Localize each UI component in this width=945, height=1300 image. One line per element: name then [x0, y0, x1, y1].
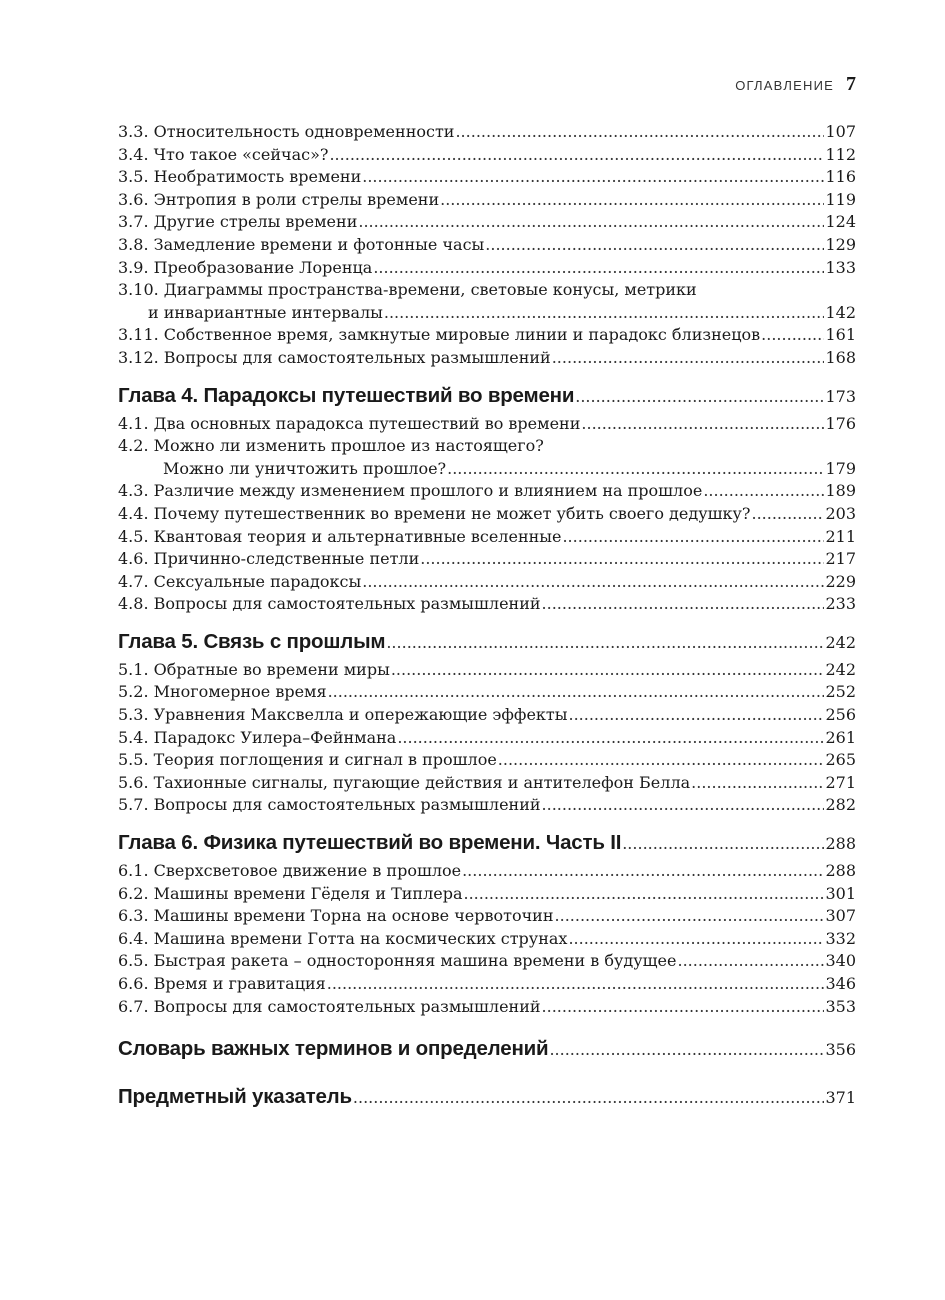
toc-entry-title: 4.1. Два основных парадокса путешествий во времени [118, 413, 581, 433]
toc-entry-page: 242 [825, 659, 856, 679]
toc-entry-6-1[interactable] [118, 860, 856, 883]
toc-entry-page: 142 [825, 302, 856, 322]
page-number: 7 [846, 73, 856, 95]
toc-entry-page: 242 [825, 632, 856, 652]
toc-entry-6-2[interactable] [118, 883, 856, 906]
toc-entry-page: 203 [825, 503, 856, 523]
dot-leader [549, 1033, 824, 1067]
toc-entry-5-5[interactable] [118, 749, 856, 772]
dot-leader [447, 458, 824, 481]
toc-entry-4-3[interactable] [118, 480, 856, 503]
toc-entry-4-4[interactable] [118, 503, 856, 526]
running-head-section: ОГЛАВЛЕНИЕ [735, 78, 834, 93]
toc-entry-5-1[interactable] [118, 659, 856, 682]
toc-entry-title: 3.8. Замедление времени и фотонные часы [118, 234, 485, 254]
toc-entry-page: 189 [825, 481, 856, 501]
toc-entry-page: 271 [825, 772, 856, 792]
toc-entry-page: 217 [825, 549, 856, 569]
dot-leader [362, 166, 824, 189]
toc-entry-page: 288 [825, 861, 856, 881]
toc-entry-title: 5.1. Обратные во времени миры [118, 659, 390, 679]
toc-entry-page: 252 [825, 682, 856, 702]
toc-entry-page: 168 [825, 347, 856, 367]
dot-leader [327, 973, 825, 996]
toc-entry-3-3[interactable] [118, 121, 856, 144]
dot-leader [677, 950, 824, 973]
running-head [735, 73, 856, 96]
toc-entry-3-5[interactable] [118, 166, 856, 189]
dot-leader [569, 704, 825, 727]
dot-leader [562, 526, 824, 549]
toc-entry-3-6[interactable] [118, 189, 856, 212]
toc-entry-4-2-line1[interactable]: 4.2. Можно ли изменить прошлое из настоящего? [118, 436, 544, 456]
chapter-title: Глава 6. Физика путешествий во времени. Часть II [118, 831, 622, 855]
toc-entry-page: 129 [825, 234, 856, 254]
dot-leader [362, 571, 824, 594]
toc-entry-4-2[interactable] [118, 458, 856, 481]
toc-chapter-4[interactable] [118, 379, 856, 413]
dot-leader [328, 681, 825, 704]
toc-entry-title: 6.4. Машина времени Готта на космических струнах [118, 928, 568, 948]
dot-leader [542, 996, 825, 1019]
toc-entry-page: 261 [825, 727, 856, 747]
dot-leader [485, 234, 824, 257]
toc-entry-page: 179 [825, 458, 856, 478]
dot-leader [555, 905, 825, 928]
dot-leader [462, 860, 824, 883]
toc-entry-page: 346 [825, 974, 856, 993]
dot-leader [440, 189, 824, 212]
toc-entry-title: 6.7. Вопросы для самостоятельных размышлений [118, 996, 541, 1016]
toc-entry-5-2[interactable] [118, 681, 856, 704]
toc-entry-title: 4.8. Вопросы для самостоятельных размышлений [118, 594, 541, 614]
toc-entry-page: 161 [825, 325, 856, 345]
toc-entry-page: 124 [825, 212, 856, 232]
toc-entry-3-10-line1[interactable]: 3.10. Диаграммы пространства-времени, световые конусы, метрики [118, 280, 697, 300]
toc-entry-title: 5.2. Многомерное время [118, 682, 327, 702]
toc-chapter-6[interactable] [118, 826, 856, 860]
dot-leader [575, 380, 824, 414]
toc-entry-page: 340 [825, 951, 856, 971]
toc-entry-title: 4.5. Квантовая теория и альтернативные вселенные [118, 526, 562, 546]
toc-entry-title: 4.4. Почему путешественник во времени не может убить своего дедушку? [118, 503, 751, 523]
toc-entry-title: 3.3. Относительность одновременности [118, 122, 455, 141]
toc-entry-title: Можно ли уничтожить прошлое? [163, 458, 447, 478]
toc-entry-6-6[interactable] [118, 973, 856, 996]
dot-leader [552, 347, 825, 370]
toc-entry-title: 6.3. Машины времени Торна на основе червоточин [118, 906, 554, 926]
dot-leader [455, 121, 824, 144]
toc-entry-3-10[interactable] [118, 302, 856, 325]
dot-leader [329, 144, 824, 167]
dot-leader [386, 626, 824, 660]
toc-entry-title: 5.7. Вопросы для самостоятельных размышлений [118, 795, 541, 815]
toc-entry-page: 288 [825, 834, 856, 854]
toc-entry-3-4[interactable] [118, 144, 856, 167]
toc-entry-title: 6.2. Машины времени Гёделя и Типлера [118, 883, 463, 903]
toc-entry-title: 5.6. Тахионные сигналы, пугающие действия и антителефон Белла [118, 772, 691, 792]
toc-entry-title: 6.6. Время и гравитация [118, 974, 326, 993]
dot-leader [581, 413, 824, 436]
toc-entry-page: 112 [825, 144, 856, 164]
toc-entry-title: 3.4. Что такое «сейчас»? [118, 144, 329, 164]
dot-leader [358, 211, 824, 234]
toc-entry-6-3[interactable] [118, 905, 856, 928]
toc-entry-page: 107 [825, 122, 856, 141]
toc-subject-index[interactable] [118, 1080, 856, 1114]
toc-entry-4-5[interactable] [118, 526, 856, 549]
toc-entry-title: 6.1. Сверхсветовое движение в прошлое [118, 861, 462, 881]
toc-entry-3-8[interactable] [118, 234, 856, 257]
dot-leader [703, 480, 824, 503]
table-of-contents [118, 121, 856, 1114]
toc-entry-page: 116 [825, 167, 856, 187]
toc-entry-6-7[interactable] [118, 996, 856, 1019]
toc-entry-title: 5.3. Уравнения Максвелла и опережающие эффекты [118, 705, 568, 725]
toc-entry-title: 3.11. Собственное время, замкнутые мировые линии и парадокс близнецов [118, 325, 761, 345]
toc-entry-page: 119 [825, 189, 856, 209]
toc-entry-page: 371 [825, 1088, 856, 1108]
toc-entry-title: 6.5. Быстрая ракета – односторонняя машина времени в будущее [118, 951, 677, 971]
dot-leader [384, 302, 825, 325]
toc-entry-page: 282 [825, 795, 856, 815]
toc-entry-page: 353 [825, 996, 856, 1016]
dot-leader [373, 257, 824, 280]
toc-entry-title: 4.6. Причинно-следственные петли [118, 549, 420, 569]
dot-leader [761, 324, 824, 347]
dot-leader [751, 503, 824, 526]
dot-leader [568, 928, 824, 951]
dot-leader [622, 827, 824, 861]
toc-entry-title: 3.7. Другие стрелы времени [118, 212, 358, 232]
dot-leader [464, 883, 825, 906]
toc-entry-page: 176 [825, 413, 856, 433]
chapter-title: Глава 5. Связь с прошлым [118, 629, 386, 653]
toc-entry-page: 233 [825, 594, 856, 614]
toc-entry-5-4[interactable] [118, 727, 856, 750]
toc-entry-4-6[interactable] [118, 548, 856, 571]
chapter-title: Глава 4. Парадоксы путешествий во времени [118, 383, 575, 407]
toc-entry-3-11[interactable] [118, 324, 856, 347]
toc-entry-page: 265 [825, 750, 856, 770]
toc-entry-4-8[interactable] [118, 593, 856, 616]
toc-entry-title: 3.12. Вопросы для самостоятельных размышлений [118, 347, 551, 367]
toc-entry-3-12[interactable] [118, 347, 856, 370]
dot-leader [542, 794, 825, 817]
dot-leader [391, 659, 825, 682]
toc-entry-title: 3.9. Преобразование Лоренца [118, 257, 373, 277]
toc-entry-page: 307 [825, 906, 856, 926]
toc-entry-title: 3.5. Необратимость времени [118, 167, 362, 187]
toc-entry-4-7[interactable] [118, 571, 856, 594]
dot-leader [542, 593, 825, 616]
toc-entry-6-4[interactable] [118, 928, 856, 951]
toc-entry-title: 5.4. Парадокс Уилера–Фейнмана [118, 727, 397, 747]
toc-entry-page: 301 [825, 883, 856, 903]
dot-leader [420, 548, 824, 571]
chapter-title: Словарь важных терминов и определений [118, 1037, 549, 1061]
toc-entry-5-7[interactable] [118, 794, 856, 817]
toc-entry-page: 356 [825, 1040, 856, 1060]
toc-entry-page: 332 [825, 928, 856, 948]
toc-entry-3-7[interactable] [118, 211, 856, 234]
toc-entry-page: 256 [825, 705, 856, 725]
toc-entry-page: 229 [825, 571, 856, 591]
dot-leader [498, 749, 825, 772]
toc-entry-title: 4.7. Сексуальные парадоксы [118, 571, 362, 591]
dot-leader [353, 1081, 825, 1115]
toc-entry-page: 133 [825, 257, 856, 277]
toc-entry-page: 173 [825, 386, 856, 406]
dot-leader [397, 727, 824, 750]
toc-entry-page: 211 [825, 526, 856, 546]
toc-entry-5-6[interactable] [118, 772, 856, 795]
toc-glossary[interactable] [118, 1032, 856, 1066]
toc-entry-title: 4.3. Различие между изменением прошлого и влиянием на прошлое [118, 481, 703, 501]
chapter-title: Предметный указатель [118, 1085, 352, 1109]
toc-entry-title: 3.6. Энтропия в роли стрелы времени [118, 189, 440, 209]
toc-entry-title: и инвариантные интервалы [148, 302, 383, 322]
toc-entry-title: 5.5. Теория поглощения и сигнал в прошлое [118, 750, 497, 770]
dot-leader [691, 772, 824, 795]
toc-entry-6-5[interactable] [118, 950, 856, 973]
toc-entry-3-9[interactable] [118, 257, 856, 280]
toc-chapter-5[interactable] [118, 625, 856, 659]
toc-entry-5-3[interactable] [118, 704, 856, 727]
toc-entry-4-1[interactable] [118, 413, 856, 436]
